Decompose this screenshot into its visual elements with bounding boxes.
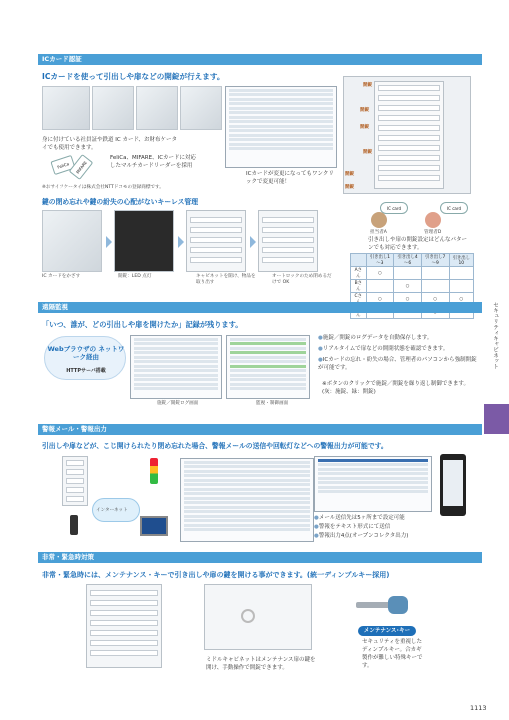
maintenance-key-badge: メンテナンス･キー (358, 626, 416, 636)
ic-desc-1: 身に付けている社員証や鉄道 IC カード、お財布ケータイでも使用できます。 (42, 137, 177, 151)
reader-photo-1 (42, 86, 90, 130)
web-network-badge: Webブラウザの ネットワーク経由 HTTPサーバ搭載 (44, 336, 126, 380)
step2-caption: 開錠：LED 点灯 (118, 274, 152, 279)
monitor-bullet-1: ●施錠／開錠のログデータを自動保存します。 (318, 335, 433, 341)
person-a-avatar (371, 212, 387, 228)
step3-photo (186, 210, 246, 272)
open-tag-4: 開錠 (363, 150, 373, 155)
alarm-bullet-1: ●メール送信先は5ヶ所まで設定可能 (314, 515, 405, 521)
maintenance-key-text: セキュリティを重視したディンプルキー。合カギ製作が難しい特殊キーです。 (362, 639, 423, 669)
side-category-label: セキュリティキャビネット (492, 302, 498, 370)
section-bar-emergency: 非常・緊急時対策 (38, 552, 482, 563)
step-arrow-3 (250, 236, 256, 248)
mobile-phone-icon (70, 515, 78, 535)
ic-headline: ICカードを使って引出しや扉などの開錠が行えます。 (42, 72, 225, 81)
ic-settings-screenshot (225, 86, 337, 168)
step-arrow-1 (106, 236, 112, 248)
monitor-headline: 「いつ、誰が、どの引出しや扉を開けたか」記録が残ります。 (42, 320, 243, 329)
step-arrow-2 (178, 236, 184, 248)
person-b-label: 管理者D (424, 230, 442, 235)
step3-caption: キャビネットを開け、物品を取り出す (196, 274, 256, 285)
reader-photo-2 (92, 86, 134, 130)
step4-caption: オートロックのため閉めるだけで OK (272, 274, 332, 285)
reader-desc: FeliCa、MIFARE、ICカードに対応したマルチカードリーダーを採用 (110, 155, 197, 169)
step1-photo (42, 210, 102, 272)
alarm-cabinet (62, 456, 88, 506)
signal-tower-icon (150, 458, 158, 484)
monitor-bullet-3: ●ICカードの忘れ・紛失の場合、管理者のパソコンから強制開錠が可能です。 (318, 357, 477, 371)
section-bar-monitor: 遠隔監視 (38, 302, 482, 313)
reader-photo-4 (180, 86, 222, 130)
emergency-headline: 非常・緊急時には、メンテナンス・キーで引き出しや扉の鍵を開ける事ができます。(統一ディンプルキー採用) (42, 571, 390, 579)
middle-cabinet-illustration (204, 584, 312, 650)
person-a-label: 担当者A (370, 230, 387, 235)
osaifu-footnote: ※おサイフケータイは株式会社NTTドコモの登録商標です。 (42, 185, 164, 190)
smartphone-icon (440, 454, 466, 516)
alarm-settings-screenshot (180, 458, 314, 542)
cabinet-illustration (343, 76, 471, 194)
monitor-bullet-2: ●リアルタイムで扉などの開閉状態を確認できます。 (318, 346, 449, 352)
person-b-avatar (425, 212, 441, 228)
open-tag-3: 開錠 (360, 125, 370, 130)
section-bar-alarm: 警報メール・警報出力 (38, 424, 482, 435)
alarm-bullet-2: ●警報をテキスト形式にて送信 (314, 524, 391, 530)
keyhole-icon (241, 609, 255, 623)
open-tag-1: 開錠 (363, 83, 373, 88)
ic-card-bubble-a: IC card (380, 202, 408, 214)
step2-photo (114, 210, 174, 272)
page-number: 1113 (470, 704, 487, 712)
log-caption: 施錠／開錠ログ画面 (157, 401, 199, 406)
open-tag-2: 開錠 (360, 108, 370, 113)
monitor-screenshot (226, 335, 310, 399)
side-tab (484, 404, 509, 434)
monitor-pc-icon (140, 516, 168, 536)
drawer-permission-table: 引き出し1～3 引き出し4～6 引き出し7～9 引き出し10 Aさん ○ Bさん ○ Cさ ○ ○ ○ ○ ん (350, 253, 474, 319)
monitor-caption: 監視・制御画面 (256, 401, 289, 406)
pattern-text: 引き出しや扉の開錠設定はどんなパターンでも対応できます。 (368, 237, 468, 251)
felica-card: FeliCa (50, 155, 75, 175)
ic-change-text: ICカードが変更になってもワンクリックで変更可能！ (246, 171, 334, 185)
reader-photo-3 (136, 86, 178, 130)
open-tag-5: 開錠 (345, 172, 355, 177)
alarm-bullet-3: ●警報出力4点(オープンコレクタ出力) (314, 533, 409, 539)
open-tag-6: 開錠 (345, 185, 355, 190)
mifare-card: MIFARE (69, 154, 94, 180)
section-bar-ic: ICカード認証 (38, 54, 482, 65)
internet-label: インターネット (96, 508, 128, 513)
dimple-key-icon (356, 594, 412, 616)
middle-cabinet-text: ミドルキャビネットはメンテナンス扉の鍵を開け、手動操作で開錠できます。 (206, 657, 316, 671)
cabinet-open-illustration (86, 584, 162, 668)
alarm-headline: 引出しや扉などが、こじ開けられたり閉め忘れた場合、警報メールの送信や回転灯などへの警報出力が可能です。 (42, 442, 388, 450)
monitor-note: ※ボタンのクリックで施錠／開錠を繰り返し制御できます。(灰：施錠、緑：開錠) (322, 381, 469, 395)
keyless-headline: 鍵の閉め忘れや鍵の紛失の心配がないキーレス管理 (42, 198, 198, 206)
ic-card-bubble-b: IC card (440, 202, 468, 214)
step4-photo (258, 210, 318, 272)
log-screenshot (130, 335, 222, 399)
alarm-mail-screenshot (314, 456, 432, 512)
step1-caption: IC カードをかざす (42, 274, 81, 279)
